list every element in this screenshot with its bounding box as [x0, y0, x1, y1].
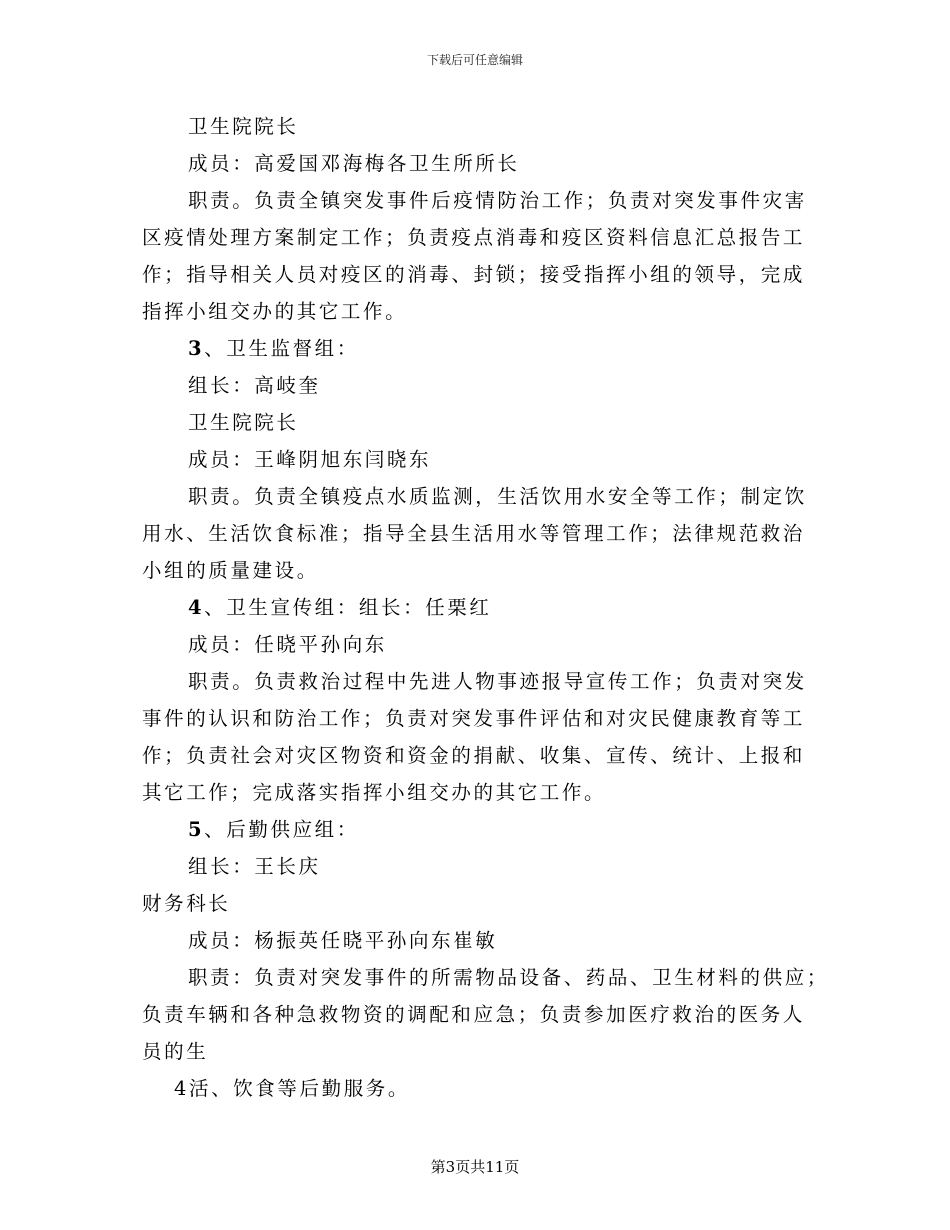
text-line: 事件的认识和防治工作；负责对突发事件评估和对灾民健康教育等工 — [142, 707, 806, 730]
text-line: 卫生院院长 — [188, 115, 299, 138]
section-title: 、卫生监督组： — [204, 337, 359, 360]
page-footer: 第3页共11页 — [430, 1158, 520, 1176]
text-line: 职责：负责对突发事件的所需物品设备、药品、卫生材料的供应； — [188, 966, 829, 989]
section-title: 、卫生宣传组：组长：任栗红 — [204, 596, 492, 619]
text-line: 员的生 — [142, 1040, 209, 1063]
text-line: 成员：王峰阴旭东闫晓东 — [188, 448, 432, 471]
text-line: 财务科长 — [142, 892, 231, 915]
document-body — [142, 108, 829, 1107]
text-line: 组长：高岐奎 — [188, 374, 321, 397]
section-number: 4 — [188, 596, 205, 619]
section-number: 5 — [188, 818, 205, 841]
section-number: 3 — [188, 337, 205, 360]
text-line: 成员：任晓平孙向东 — [188, 633, 387, 656]
page-header: 下载后可任意编辑 — [426, 53, 523, 67]
text-line: 成员：高爱国邓海梅各卫生所所长 — [188, 152, 520, 175]
text-line: 负责车辆和各种急救物资的调配和应急；负责参加医疗救治的医务人 — [142, 1003, 806, 1026]
text-line: 职责。负责全镇疫点水质监测，生活饮用水安全等工作；制定饮 — [188, 485, 807, 508]
text-line: 成员：杨振英任晓平孙向东崔敏 — [188, 929, 498, 952]
section-heading-5 — [142, 811, 810, 848]
section-heading-3 — [142, 330, 810, 367]
text-line: 小组的质量建设。 — [142, 559, 319, 582]
text-line: 指挥小组交办的其它工作。 — [142, 300, 408, 323]
text-line: 卫生院院长 — [188, 411, 299, 434]
text-line: 用水、生活饮食标准；指导全县生活用水等管理工作；法律规范救治 — [142, 522, 806, 545]
text-line: 区疫情处理方案制定工作；负责疫点消毒和疫区资料信息汇总报告工 — [142, 226, 806, 249]
text-line: 职责。负责全镇突发事件后疫情防治工作；负责对突发事件灾害 — [188, 189, 807, 212]
text-line: 作；指导相关人员对疫区的消毒、封锁；接受指挥小组的领导，完成 — [142, 263, 806, 286]
text-line: 职责。负责救治过程中先进人物事迹报导宣传工作；负责对突发 — [188, 670, 807, 693]
section-heading-4 — [142, 589, 810, 626]
text-line: 其它工作；完成落实指挥小组交办的其它工作。 — [142, 781, 607, 804]
text-line: 作；负责社会对灾区物资和资金的捐献、收集、宣传、统计、上报和 — [142, 744, 806, 767]
section-title: 、后勤供应组： — [204, 818, 359, 841]
text-line: 4活、饮食等后勤服务。 — [174, 1077, 411, 1100]
text-line: 组长：王长庆 — [188, 855, 321, 878]
